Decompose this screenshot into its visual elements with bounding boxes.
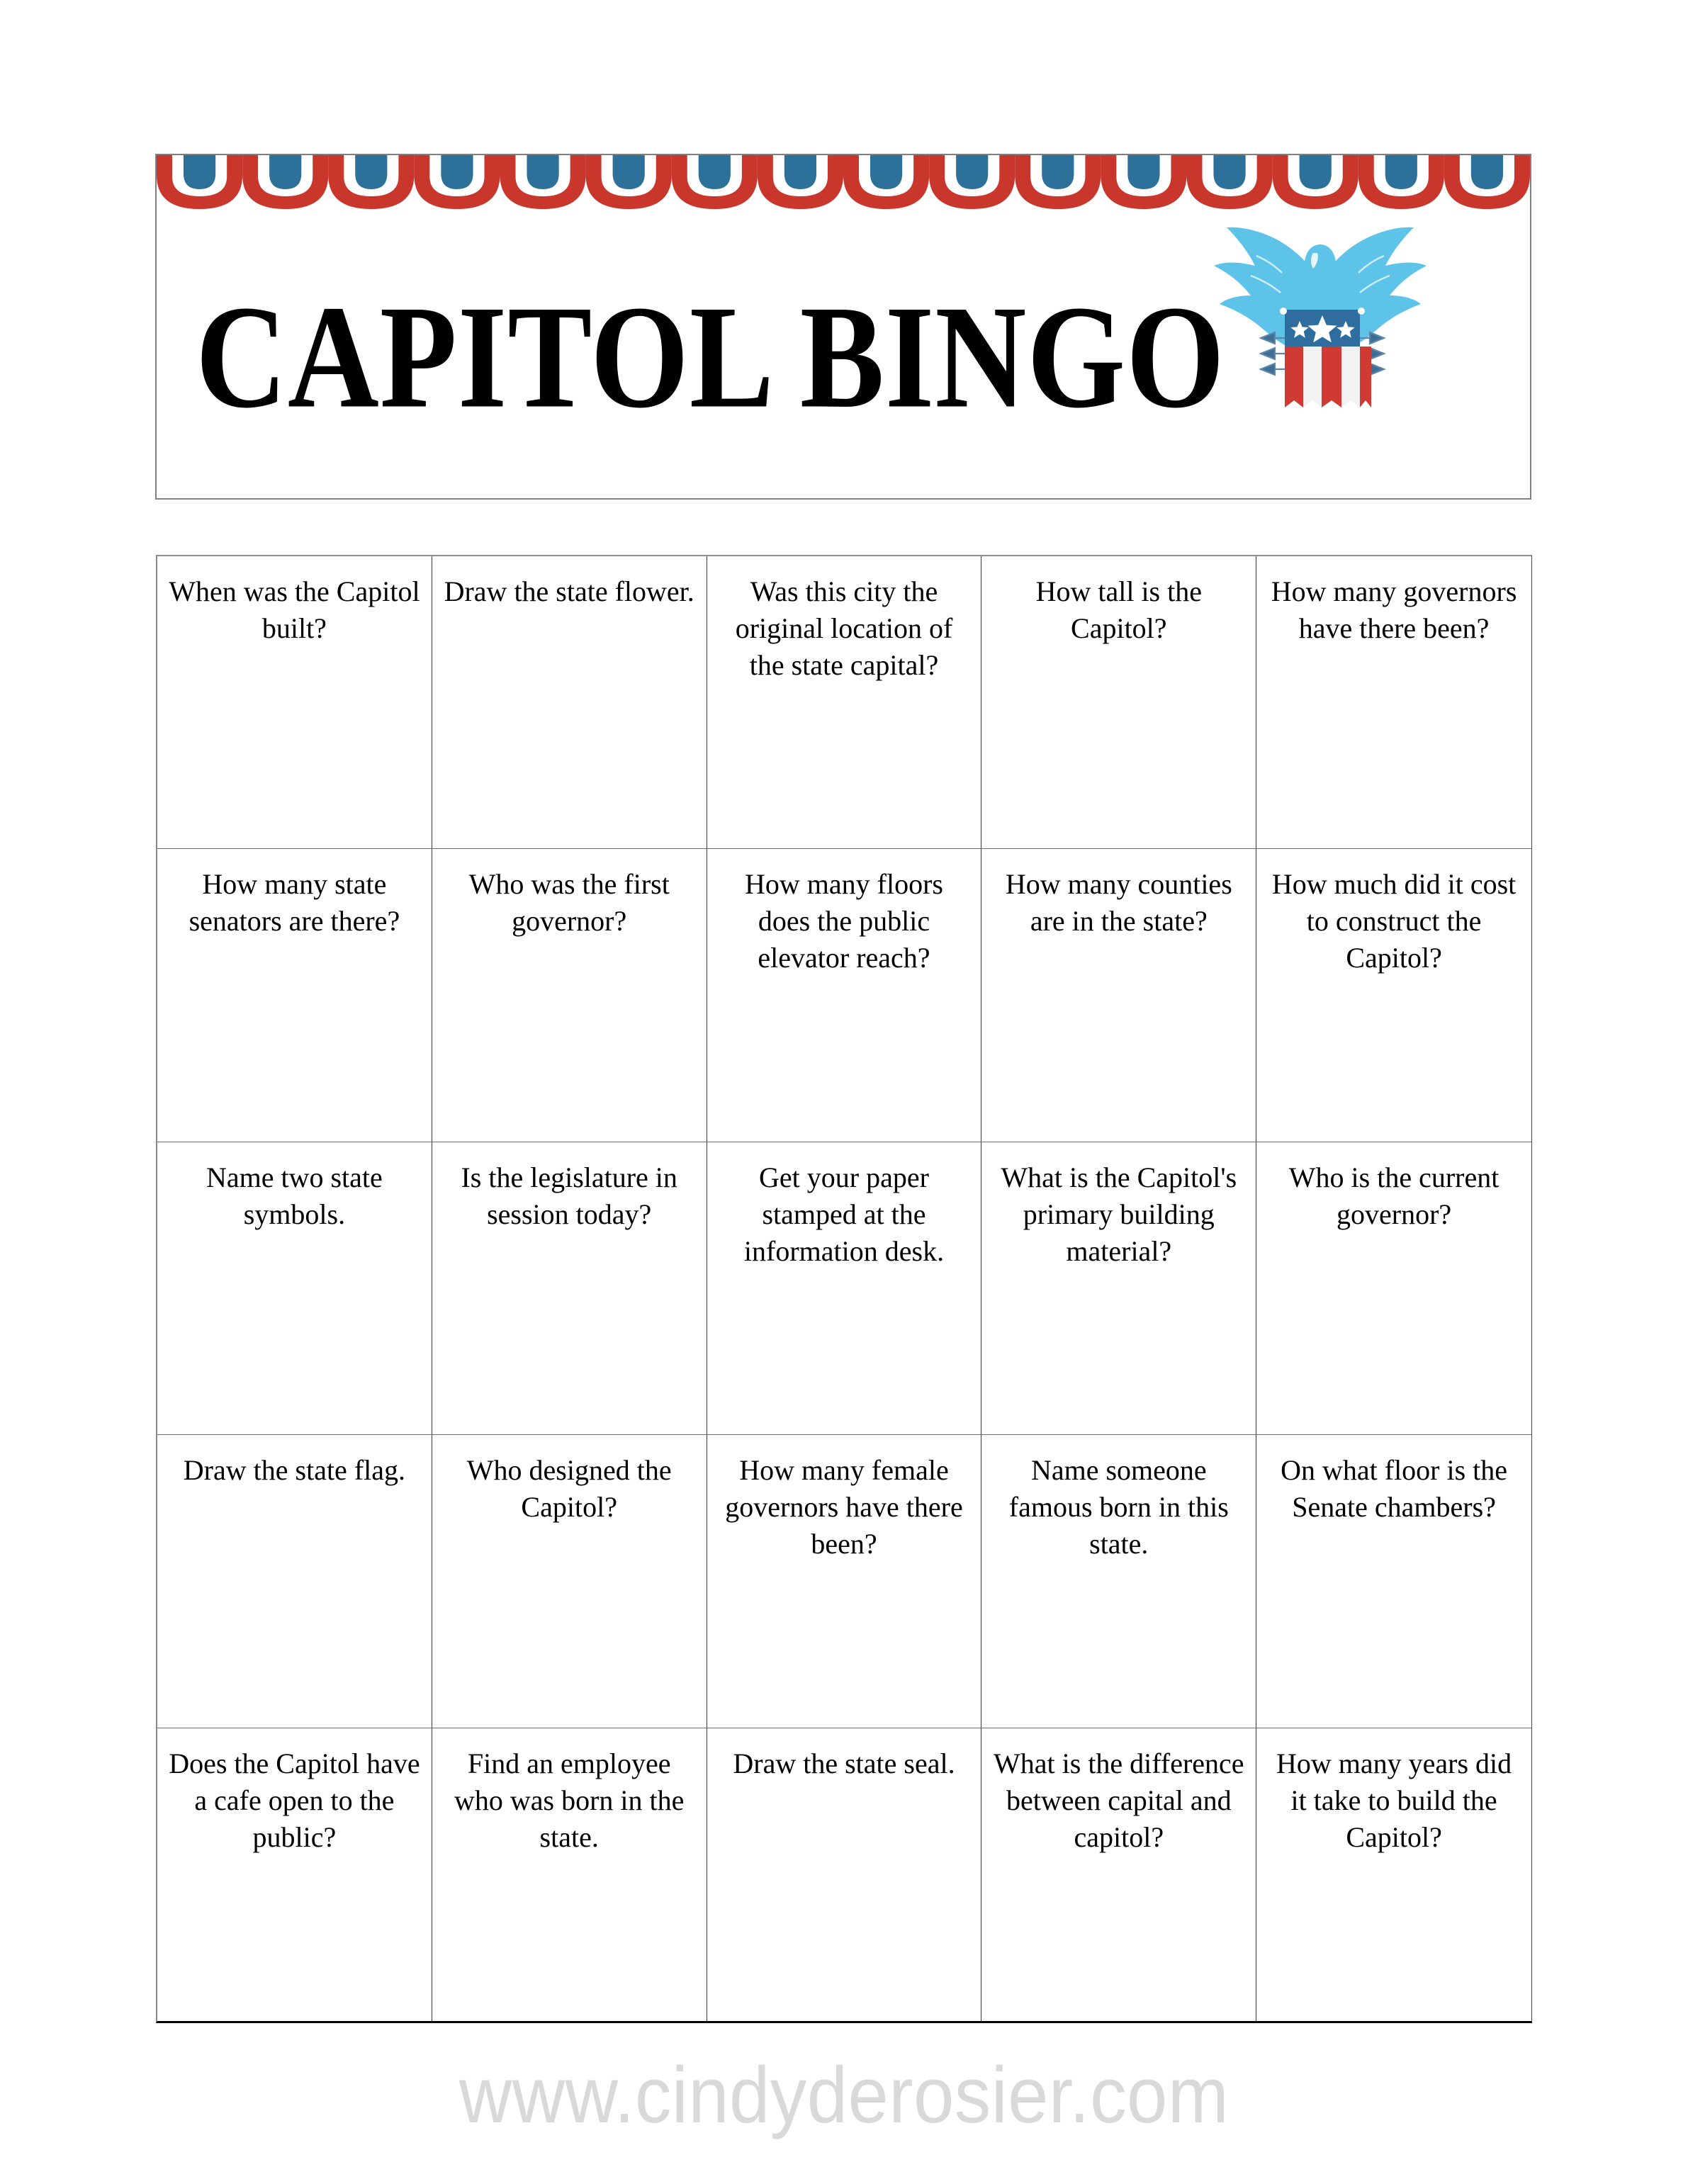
bingo-grid bbox=[156, 555, 1532, 2023]
header-banner bbox=[155, 154, 1531, 500]
bingo-cell[interactable]: How many counties are in the state? bbox=[981, 849, 1256, 1142]
bingo-cell[interactable]: Name two state symbols. bbox=[157, 1142, 432, 1435]
bingo-cell[interactable]: Draw the state flag. bbox=[157, 1435, 432, 1728]
bingo-cell[interactable]: Who designed the Capitol? bbox=[432, 1435, 707, 1728]
bingo-cell[interactable]: How many female governors have there been? bbox=[707, 1435, 982, 1728]
bingo-cell[interactable]: Draw the state flower. bbox=[432, 556, 707, 849]
bingo-cell[interactable]: On what floor is the Senate chambers? bbox=[1256, 1435, 1531, 1728]
bingo-cell[interactable]: How many governors have there been? bbox=[1256, 556, 1531, 849]
bingo-cell[interactable]: How much did it cost to construct the Capitol? bbox=[1256, 849, 1531, 1142]
bingo-cell[interactable]: How tall is the Capitol? bbox=[981, 556, 1256, 849]
bingo-cell[interactable]: Who was the first governor? bbox=[432, 849, 707, 1142]
bingo-cell[interactable]: Is the legislature in session today? bbox=[432, 1142, 707, 1435]
bingo-cell[interactable]: Was this city the original location of the state capital? bbox=[707, 556, 982, 849]
bingo-cell[interactable]: Draw the state seal. bbox=[707, 1728, 982, 2021]
patriotic-bunting-icon bbox=[157, 155, 1530, 210]
eagle-shield-emblem bbox=[1207, 225, 1434, 430]
bingo-cell[interactable]: What is the Capitol's primary building material? bbox=[981, 1142, 1256, 1435]
bingo-cell[interactable]: How many floors does the public elevator reach? bbox=[707, 849, 982, 1142]
bingo-cell[interactable]: Find an employee who was born in the state. bbox=[432, 1728, 707, 2021]
bingo-cell[interactable]: Get your paper stamped at the information desk. bbox=[707, 1142, 982, 1435]
bingo-cell[interactable]: How many state senators are there? bbox=[157, 849, 432, 1142]
bingo-cell[interactable]: Who is the current governor? bbox=[1256, 1142, 1531, 1435]
bingo-cell[interactable]: Does the Capitol have a cafe open to the public? bbox=[157, 1728, 432, 2021]
bingo-cell[interactable]: Name someone famous born in this state. bbox=[981, 1435, 1256, 1728]
bingo-cell[interactable]: When was the Capitol built? bbox=[157, 556, 432, 849]
bingo-cell[interactable]: What is the difference between capital and capitol? bbox=[981, 1728, 1256, 2021]
page-title: CAPITOL BINGO bbox=[196, 275, 1225, 439]
site-watermark: www.cindyderosier.com bbox=[458, 2051, 1230, 2139]
eagle-icon bbox=[1207, 225, 1434, 430]
bingo-cell[interactable]: How many years did it take to build the Capitol? bbox=[1276, 1747, 1512, 1853]
